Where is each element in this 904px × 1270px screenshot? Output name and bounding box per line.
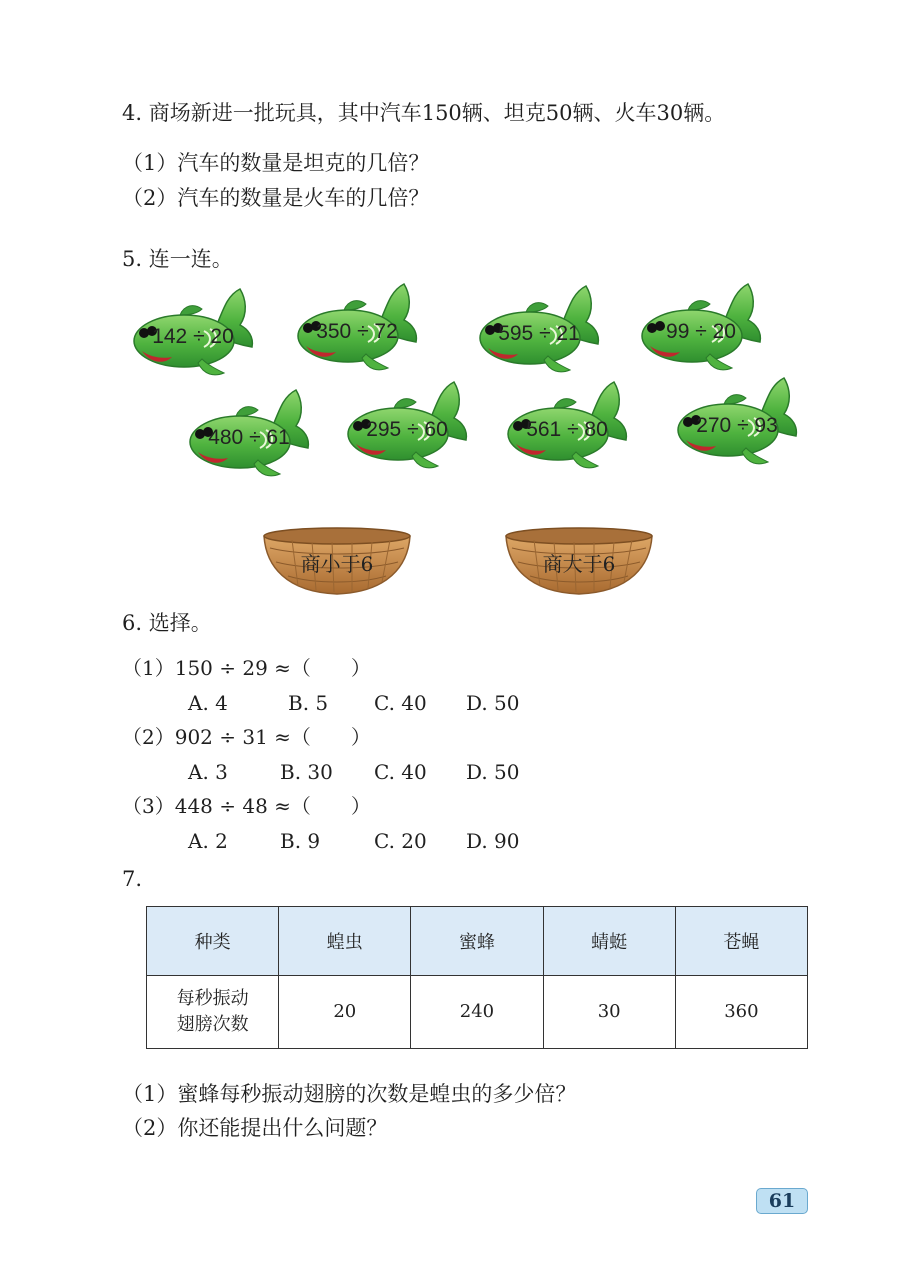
table-header-cell: 种类	[147, 907, 279, 976]
table-header-cell: 蜻蜓	[543, 907, 675, 976]
table-cell: 20	[279, 976, 411, 1049]
table-header-cell: 蜜蜂	[411, 907, 543, 976]
q6-1-option-c[interactable]: C. 40	[374, 691, 427, 715]
q6-2-option-c[interactable]: C. 40	[374, 760, 427, 784]
q6-3-option-b[interactable]: B. 9	[280, 829, 321, 853]
table-header-row	[147, 907, 808, 976]
table-cell: 30	[543, 976, 675, 1049]
page-number: 61	[756, 1188, 808, 1214]
q5-title: 5. 连一连。	[122, 247, 233, 271]
basket-label: 商大于6	[542, 552, 616, 576]
fish-6[interactable]	[342, 378, 472, 478]
q4-sub1: （1）汽车的数量是坦克的几倍？	[122, 151, 430, 175]
fish-label: 142 ÷ 20	[152, 325, 234, 348]
fish-label: 295 ÷ 60	[366, 418, 448, 441]
q6-question-3: （3）448 ÷ 48 ≈（ ）	[122, 794, 371, 818]
q6-2-option-a[interactable]: A. 3	[188, 760, 228, 784]
basket-label: 商小于6	[300, 552, 374, 576]
basket-less-than-6[interactable]	[262, 526, 412, 598]
q7-sub2: （2）你还能提出什么问题？	[122, 1116, 388, 1140]
fish-8[interactable]	[672, 374, 802, 474]
basket-greater-than-6[interactable]	[504, 526, 654, 598]
row-label-line2: 翅膀次数	[176, 1014, 249, 1035]
q6-question-2: （2）902 ÷ 31 ≈（ ）	[122, 725, 371, 749]
wing-beat-table	[146, 906, 808, 1049]
q4-sub2: （2）汽车的数量是火车的几倍？	[122, 186, 430, 210]
fish-3[interactable]	[474, 282, 604, 382]
table-header-cell: 蝗虫	[279, 907, 411, 976]
fish-2[interactable]	[292, 280, 422, 380]
q6-1-option-b[interactable]: B. 5	[288, 691, 329, 715]
q6-title: 6. 选择。	[122, 611, 212, 635]
fish-label: 480 ÷ 61	[208, 426, 290, 449]
q6-2-option-b[interactable]: B. 30	[280, 760, 333, 784]
fish-4[interactable]	[636, 280, 766, 380]
table-row-label	[147, 976, 279, 1049]
fish-label: 595 ÷ 21	[498, 322, 580, 345]
table-cell: 360	[675, 976, 807, 1049]
fish-label: 99 ÷ 20	[666, 320, 736, 343]
q6-3-option-a[interactable]: A. 2	[188, 829, 228, 853]
q6-1-option-a[interactable]: A. 4	[188, 691, 228, 715]
q6-question-1: （1）150 ÷ 29 ≈（ ）	[122, 656, 371, 680]
q6-1-option-d[interactable]: D. 50	[466, 691, 520, 715]
q6-3-option-c[interactable]: C. 20	[374, 829, 427, 853]
q6-2-option-d[interactable]: D. 50	[466, 760, 520, 784]
fish-7[interactable]	[502, 378, 632, 478]
fish-1[interactable]	[128, 285, 258, 385]
table-cell: 240	[411, 976, 543, 1049]
q6-3-option-d[interactable]: D. 90	[466, 829, 520, 853]
table-header-cell: 苍蝇	[675, 907, 807, 976]
fish-5[interactable]	[184, 386, 314, 486]
q7-sub1: （1）蜜蜂每秒振动翅膀的次数是蝗虫的多少倍？	[122, 1082, 577, 1106]
table-row	[147, 976, 808, 1049]
q4-title: 4. 商场新进一批玩具，其中汽车150辆、坦克50辆、火车30辆。	[122, 101, 726, 125]
row-label-line1: 每秒振动	[176, 988, 249, 1009]
fish-label: 561 ÷ 80	[526, 418, 608, 441]
fish-label: 350 ÷ 72	[316, 320, 398, 343]
q7-title: 7.	[122, 867, 143, 891]
fish-label: 270 ÷ 93	[696, 414, 778, 437]
